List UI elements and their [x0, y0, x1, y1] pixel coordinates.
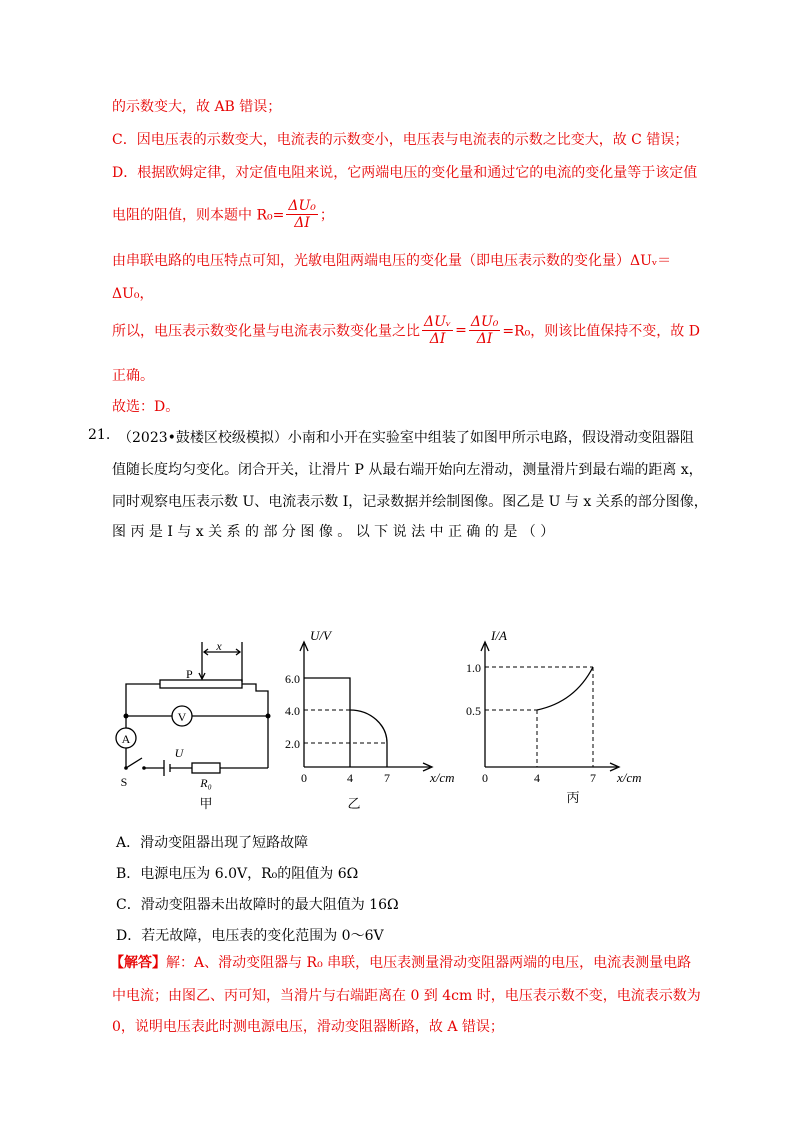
fraction-denominator: ΔI	[476, 331, 493, 347]
ratio-fraction-2	[469, 314, 501, 347]
ratio-fraction-1	[422, 314, 453, 347]
fraction-numerator: ΔUᵥ	[424, 314, 452, 330]
label-p: P	[186, 667, 193, 681]
label-u: U	[174, 746, 184, 760]
y-tick: 0.5	[466, 704, 481, 718]
fraction-numerator: ΔU₀	[288, 198, 316, 214]
question-line-4: 图 丙 是 I 与 x 关 系 的 部 分 图 像 。 以 下 说 法 中 正 确 的 是 （ ）	[112, 524, 555, 540]
y-tick: 6.0	[285, 672, 300, 686]
question-number: 21.	[88, 427, 111, 443]
figure-caption-jia: 甲	[199, 796, 213, 811]
y-tick: 2.0	[285, 737, 300, 751]
r0-formula-prefix: 电阻的阻值，则本题中 R₀=	[112, 207, 285, 224]
label-s: S	[120, 775, 128, 789]
option-b: B．电源电压为 6.0V，R₀的阻值为 6Ω	[116, 866, 359, 882]
ammeter-icon: A	[121, 732, 131, 746]
x-axis-label: x/cm	[430, 770, 455, 785]
solution-line-5: 由串联电路的电压特点可知，光敏电阻两端电压的变化量（即电压表示数的变化量）ΔUᵥ＝	[112, 253, 672, 269]
answer-text: 解：A、滑动变阻器与 R₀ 串联，电压表测量滑动变阻器两端的电压，电流表测量电路	[166, 955, 692, 971]
x-tick: 4	[347, 771, 353, 785]
y-tick: 4.0	[285, 704, 300, 718]
solution-line-6: ΔU₀，	[112, 286, 154, 302]
circuit-diagram	[108, 636, 288, 820]
answer-line-3: 0，说明电压表此时测电源电压，滑动变阻器断路，故 A 错误；	[112, 1019, 504, 1035]
ratio-equals: =	[455, 322, 467, 339]
figure-caption-bing: 丙	[566, 790, 580, 805]
option-c: C．滑动变阻器未出故障时的最大阻值为 16Ω	[116, 897, 399, 913]
origin-label: 0	[482, 771, 488, 785]
origin-label: 0	[301, 771, 307, 785]
solution-line-8: 正确。	[112, 368, 154, 384]
x-tick: 7	[384, 771, 390, 785]
solution-line-1: 的示数变大，故 AB 错误；	[112, 99, 282, 115]
question-line-2: 值随长度均匀变化。闭合开关，让滑片 P 从最右端开始向左滑动，测量滑片到最右端的距离 x，	[112, 462, 703, 478]
answer-tag: 【解答】	[110, 955, 166, 971]
x-tick: 7	[590, 771, 596, 785]
graph-i-vs-x	[455, 622, 675, 831]
ratio-prefix: 所以，电压表示数变化量与电流表示数变化量之比	[112, 323, 420, 340]
answer-line-2: 中电流；由图乙、丙可知，当滑片与右端距离在 0 到 4cm 时，电压表示数不变，电流表示数为	[112, 988, 701, 1004]
option-d: D．若无故障，电压表的变化范围为 0～6V	[116, 928, 384, 944]
fraction-numerator: ΔU₀	[470, 314, 499, 330]
r0-fraction	[286, 198, 318, 231]
x-tick: 4	[534, 771, 540, 785]
solution-line-9: 故选：D。	[112, 399, 180, 415]
voltmeter-icon: V	[177, 710, 187, 724]
y-axis-label: I/A	[491, 628, 507, 643]
y-tick: 1.0	[466, 661, 481, 675]
solution-line-3: D．根据欧姆定律，对定值电阻来说，它两端电压的变化量和通过它的电流的变化量等于该定值	[112, 165, 698, 181]
question-line-1: （2023•鼓楼区校级模拟）小南和小开在实验室中组装了如图甲所示电路，假设滑动变阻器阻	[118, 430, 694, 446]
graph-u-vs-x	[270, 622, 475, 831]
ratio-suffix: =R₀，则该比值保持不变，故 D	[502, 323, 700, 340]
solution-line-7	[112, 314, 700, 347]
x-axis-label: x/cm	[617, 770, 642, 785]
answer-line-1	[110, 952, 691, 972]
solution-line-4	[112, 198, 334, 231]
fraction-denominator: ΔI	[429, 331, 446, 347]
figure-caption-yi: 乙	[347, 796, 361, 811]
option-a: A．滑动变阻器出现了短路故障	[116, 835, 309, 851]
label-r0: R₀	[200, 776, 212, 790]
label-x: x	[216, 639, 222, 653]
r0-formula-suffix: ；	[319, 207, 334, 224]
fraction-denominator: ΔI	[294, 215, 310, 231]
y-axis-label: U/V	[310, 628, 331, 643]
question-line-3: 同时观察电压表示数 U、电流表示数 I，记录数据并绘制图像。图乙是 U 与 x 关系的部分图像，	[112, 494, 708, 510]
solution-line-2: C．因电压表的示数变大，电流表的示数变小，电压表与电流表的示数之比变大，故 C 错误；	[112, 132, 689, 148]
